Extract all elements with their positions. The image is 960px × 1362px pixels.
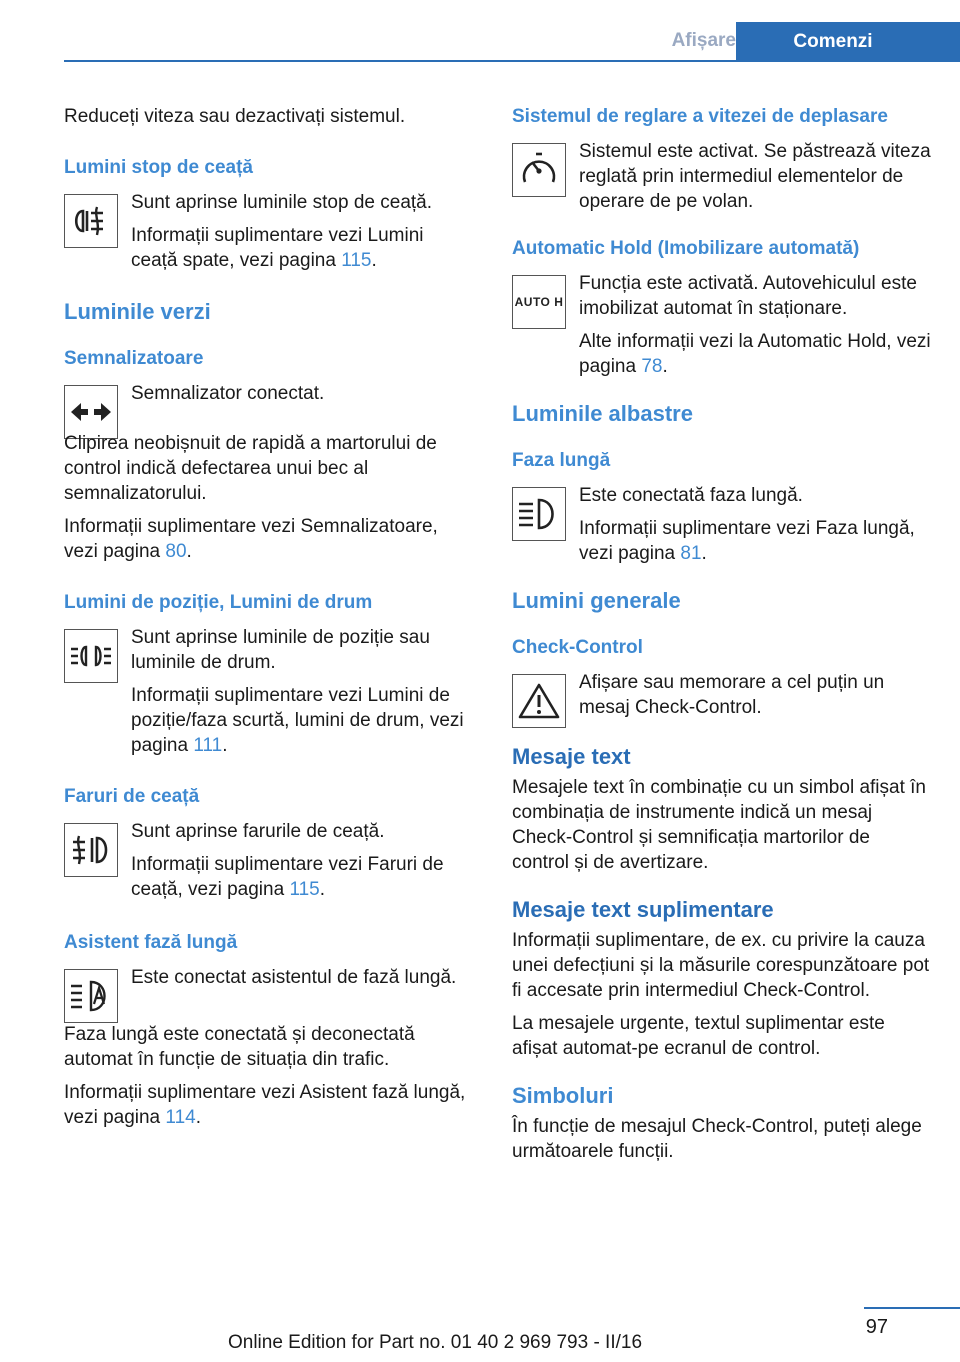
- check-control-line1: Afișare sau memorare a cel puțin un mesaj Check-Control.: [579, 672, 885, 718]
- rear-fog-section: Sunt aprinse luminile stop de ceață. Informații suplimentare vezi Lumini ceață spate, vezi pagina 115.: [64, 190, 468, 281]
- cruise-line1: Sistemul este activat. Se păstrează viteza reglată prin intermediul elementelor de operare de pe volan.: [579, 141, 931, 212]
- extra-messages-body1: Informații suplimentare, de ex. cu privire la cauza unei defecțiuni și la măsurile corespunzătoare pot fi accesate prin intermediul Check-Control.: [512, 930, 930, 1001]
- page-number: 97: [865, 1316, 888, 1338]
- tab-afisare[interactable]: Afișare: [671, 30, 736, 51]
- green-lights-heading: Luminile verzi: [64, 299, 211, 324]
- cruise-section: [512, 139, 932, 222]
- text-messages-body: Mesajele text în combinație cu un simbol afișat în combinația de instrumente indică un mesaj Check-Control și semnificația martorilor de control și de avertizare.: [512, 777, 926, 873]
- highbeam-page-link[interactable]: 81: [680, 543, 702, 564]
- turn-signal-line2: Clipirea neobișnuit de rapidă a martorului de control indică defectarea unui bec al semnalizatorului.: [64, 433, 437, 504]
- hba-line2: Faza lungă este conectată și deconectată automat în funcție de situația din trafic.: [64, 1024, 415, 1070]
- extra-messages-heading: Mesaje text suplimentare: [512, 897, 774, 922]
- rear-fog-line1: Sunt aprinse luminile stop de ceață.: [131, 192, 433, 213]
- rear-fog-heading: Lumini stop de ceață: [64, 157, 253, 178]
- text-messages-heading: Mesaje text: [512, 744, 631, 769]
- parking-light-icon: [64, 629, 118, 683]
- autohold-heading: Automatic Hold (Imobilizare automată): [512, 238, 860, 259]
- autohold-section: [512, 271, 932, 329]
- hba-heading: Asistent fază lungă: [64, 932, 238, 953]
- hba-line3: Informații suplimentare vezi Asistent fază lungă, vezi pagina: [64, 1082, 466, 1128]
- cruise-heading: Sistemul de reglare a vitezei de deplasare: [512, 106, 888, 127]
- check-control-section: [512, 670, 932, 728]
- highbeam-line2: Informații suplimentare vezi Faza lungă, vezi pagina: [579, 518, 915, 564]
- high-beam-assistant-icon: [64, 969, 118, 1023]
- hba-section: [64, 965, 468, 1023]
- right-column: [512, 104, 932, 1172]
- high-beam-icon: [512, 487, 566, 541]
- position-lights-line2: Informații suplimentare vezi Lumini de poziție/faza scurtă, lumini de drum, vezi pagina 111.: [131, 685, 464, 756]
- edition-footer: Online Edition for Part no. 01 40 2 969 793 - II/16: [227, 1332, 643, 1353]
- hba-line1: Este conectat asistentul de fază lungă.: [131, 967, 457, 988]
- front-fog-line1: Sunt aprinse farurile de ceață.: [131, 821, 385, 842]
- rear-fog-page-link[interactable]: 115: [341, 250, 372, 271]
- general-lights-heading: Lumini generale: [512, 588, 681, 613]
- warning-triangle-icon: [512, 674, 566, 728]
- position-lights-heading: Lumini de poziție, Lumini de drum: [64, 592, 373, 613]
- rear-fog-light-icon: [64, 194, 118, 248]
- blue-lights-heading: Luminile albastre: [512, 401, 693, 426]
- hba-page-link[interactable]: 114: [165, 1107, 196, 1128]
- auto-hold-icon-label: AUTO H: [514, 294, 564, 309]
- position-lights-page-link[interactable]: 111: [193, 735, 223, 756]
- front-fog-light-icon: [64, 823, 118, 877]
- rear-fog-line2: Informații suplimentare vezi Lumini ceață spate, vezi pagina: [131, 225, 424, 271]
- turn-signal-page-link[interactable]: 80: [165, 541, 187, 562]
- autohold-line2: Alte informații vezi la Automatic Hold, vezi pagina 78.: [579, 331, 931, 377]
- auto-hold-icon: [512, 275, 566, 329]
- turn-signal-line3: Informații suplimentare vezi Semnalizatoare, vezi pagina: [64, 516, 438, 562]
- symbols-heading: Simboluri: [512, 1083, 614, 1108]
- front-fog-section: Sunt aprinse farurile de ceață. Informații suplimentare vezi Faruri de ceață, vezi pagina 115.: [64, 819, 468, 910]
- symbols-body: În funcție de mesajul Check-Control, puteți alege următoarele funcții.: [512, 1116, 922, 1162]
- highbeam-line1: Este conectată faza lungă.: [579, 485, 803, 506]
- tab-comenzi-label: Comenzi: [793, 31, 873, 52]
- cruise-control-icon: [512, 143, 566, 197]
- front-fog-page-link[interactable]: 115: [289, 879, 320, 900]
- autohold-page-link[interactable]: 78: [641, 356, 663, 377]
- position-lights-line1: Sunt aprinse luminile de poziție sau luminile de drum.: [131, 627, 430, 673]
- highbeam-heading: Faza lungă: [512, 450, 611, 471]
- position-lights-section: [64, 625, 468, 683]
- turn-signal-line1: Semnalizator conectat.: [131, 383, 325, 404]
- tab-comenzi[interactable]: [736, 22, 960, 62]
- check-control-heading: Check-Control: [512, 637, 643, 658]
- front-fog-line2: Informații suplimentare vezi Faruri de ceață, vezi pagina: [131, 854, 444, 900]
- turn-signal-heading: Semnalizatoare: [64, 348, 204, 369]
- intro-text: Reduceți viteza sau dezactivați sistemul.: [64, 106, 406, 127]
- front-fog-heading: Faruri de ceață: [64, 786, 200, 807]
- extra-messages-body2: La mesajele urgente, textul suplimentar este afișat automat-pe ecranul de control.: [512, 1013, 885, 1059]
- autohold-line1: Funcția este activată. Autovehiculul este imobilizat automat în staționare.: [579, 273, 917, 319]
- footer-rule: [864, 1307, 960, 1309]
- left-column: Reduceți viteza sau dezactivați sistemul. Lumini stop de ceață Sunt aprinse luminile stop de ceață. Informații suplimentare vezi Lumini ceață spate, vezi pagina 115. Luminile verzi Semnalizatoare Semnalizator conectat. Clipirea neobișnuit de rapidă a martorului de control indică defectarea unui bec al semnalizatorului. Informații suplimentare vezi Semnalizatoare, vezi pagina 80. Lumini de poziție, Lumini de drum Sunt aprinse luminile de poziție sau luminile de drum. Informații suplimentare vezi Lumini de poziție/faza scurtă, lumini de drum, vezi pagina 111. Faruri de ceață Sunt aprinse farurile de ceață. Informații suplimentare vezi Faruri de ceață, vezi pagina 115. Asistent fază lungă Este conectat asistentul de fază lungă. Faza lungă este conectată și deconectată automat în funcție de situația din trafic. Informații suplimentare vezi Asistent fază lungă, vezi pagina 114.: [64, 104, 468, 1138]
- highbeam-section: Este conectată faza lungă. Informații suplimentare vezi Faza lungă, vezi pagina 81.: [512, 483, 932, 574]
